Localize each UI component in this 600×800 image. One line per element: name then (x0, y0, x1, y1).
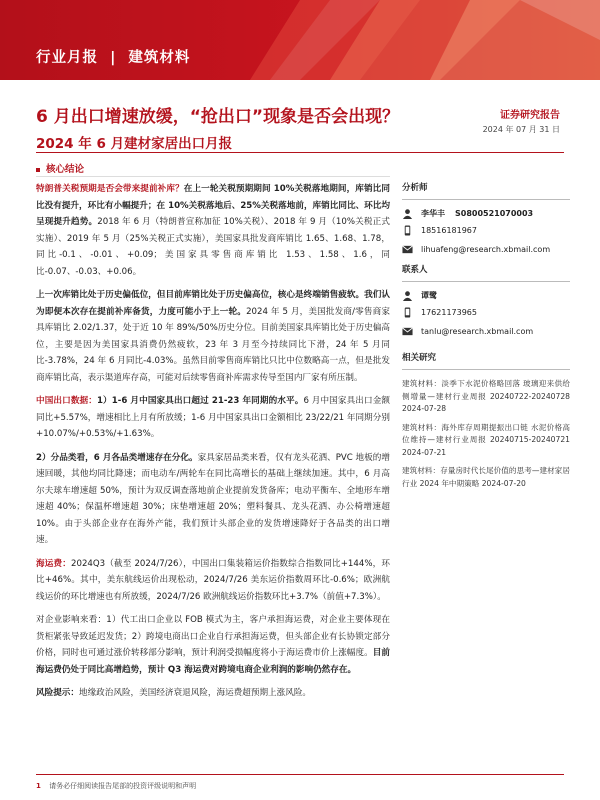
bold-text: 2）分品类看，6 月各品类增速存在分化。 (36, 452, 198, 463)
report-category: 行业月报 (36, 50, 98, 66)
related-report[interactable]: 建筑材料：存量房时代长尾价值的思考—建材家居行业 2024 年中期策略 2024-07-20 (402, 466, 570, 488)
section-heading-text: 核心结论 (46, 164, 85, 175)
highlight-text: 海运费： (36, 558, 72, 569)
body-text: 2024 年 5 月，美国批发商/零售商家具库销比 2.02/1.37，处于近 10 年 89%/50%历史分位。目前美国家具库销比处于历史偏高位，主要是因为美国家具消费仍然疲软，23 年 3 月至今持续同比下滑，24 年 5 月同比-3.78%，24 年 6 月同比-4.03%。虽然目前零售商库销比只比中位数略高一点，但是批发商库销比高，表示渠道库存高，可能对后续零售商补库需求传导至国内厂家有所压制。 (36, 306, 390, 383)
body-paragraph (36, 450, 390, 549)
bold-text: 上一次库销比处于历史偏低位，但目前库销比处于历史偏高位，核心是终端销售疲软。我们认为即便本次存在提前补库备货，力度可能小于上一轮。 (36, 290, 390, 317)
analyst-id: S0800521070003 (455, 209, 534, 218)
report-type: 证券研究报告 (500, 110, 560, 121)
analyst-phone-row (402, 225, 570, 236)
contact-email-row (402, 326, 570, 337)
header-separator: | (110, 50, 117, 66)
analyst-phone: 18516181967 (421, 226, 477, 235)
title-divider (36, 152, 564, 153)
phone-icon (402, 225, 413, 236)
sidebar-divider (402, 369, 570, 370)
contact-phone: 17621173965 (421, 308, 477, 317)
email-icon (402, 326, 413, 337)
sidebar-divider (402, 199, 570, 200)
contact-email[interactable]: tanlu@research.xbmail.com (421, 327, 534, 336)
body-paragraph (36, 556, 390, 606)
contact-heading: 联系人 (402, 265, 428, 275)
page-title: 6 月出口增速放缓，“抢出口”现象是否会出现？ (36, 107, 400, 127)
page-number: 1 (36, 782, 41, 790)
sidebar-divider (402, 281, 570, 282)
bold-text: 关税落地期间，库销比同比没有提升，环比有小幅提升；在 10%关税落地后、25%关税落地前，库销比同比、环比均呈现提升趋势。 (36, 184, 390, 227)
body-paragraph (36, 612, 390, 678)
industry-name: 建筑材料 (128, 50, 191, 66)
header-banner (0, 0, 600, 80)
page-subtitle: 2024 年 6 月建材家居出口月报 (36, 136, 233, 152)
analyst-email-row (402, 244, 570, 255)
contact-row (402, 290, 570, 301)
phone-icon (402, 307, 413, 318)
body-text: 家具家居品类来看，仅有龙头花洒、PVC 地板的增速回暖，其他均同比降速；而电动车/两轮车在同比高增长的基础上继续加速。其中，6 月高尔夫球车增速超 50%，预计为双反调查落地前企业提前发货备库；电动平衡车、全地形车增速超 40%；保温杯增速超 30%；床垫增速超 20%；塑料餐具、龙头花洒、办公椅增速超 10%。由于头部企业存在海外产能，我们预计头部企业的发货增速降好于各品类的出口增速。 (36, 452, 390, 545)
contact-phone-row (402, 307, 570, 318)
footer-note: 请务必仔细阅读报告尾部的投资评级说明和声明 (49, 782, 197, 790)
bold-text: 风险提示： (36, 688, 79, 698)
analyst-email[interactable]: lihuafeng@research.xbmail.com (421, 245, 551, 254)
footer-divider (36, 774, 564, 775)
email-icon (402, 244, 413, 255)
section-heading (36, 161, 84, 175)
analyst-name: 李华丰 (421, 209, 445, 218)
bullet-square-icon (36, 168, 40, 172)
highlight-text: 中国出口数据： (36, 396, 97, 406)
bold-text: 在上一轮关税预期期间 (183, 184, 271, 194)
analyst-row (402, 208, 570, 219)
body-paragraph (36, 685, 390, 702)
bold-text: 目前海运费仍处于同比高增趋势，预计 Q3 海运费对跨境电商企业利润的影响仍然存在。 (36, 648, 390, 675)
header-title (36, 46, 190, 67)
footer (36, 781, 196, 791)
contact-name: 谭鹭 (421, 291, 437, 300)
section-divider (36, 176, 390, 177)
sidebar (402, 181, 570, 496)
person-icon (402, 290, 413, 301)
body-text: 地缘政治风险，美国经济衰退风险，海运费超预期上涨风险。 (78, 688, 312, 698)
body-text: 6 月中国家具出口金额同比+5.57%，增速相比上月有所放缓；1-6 月中国家具出口金额相比 23/22/21 年同期分别+10.07%/+0.53%/+1.63%。 (36, 396, 391, 439)
related-report[interactable]: 建筑材料：海外库存周期提振出口链 水泥价格高位维持—建材行业周报 20240715-20240721 2024-07-21 (402, 422, 570, 457)
report-date: 2024 年 07 月 31 日 (482, 125, 560, 134)
body-paragraph (36, 287, 390, 386)
body-text: 2024Q3（截至 2024/7/26），中国出口集装箱运价指数综合指数同比+144%，环比+46%。其中，美东航线运价出现松动，2024/7/26 美东运价指数周环比-0.6%；欧洲航线运价的环比增速也有所放缓，2024/7/26 欧洲航线运价指数环比+3.7%（前值+7.3%）。 (36, 558, 390, 602)
body-text: 2018 年 6 月（特朗普宣称加征 10%关税）、2018 年 9 月（10%关税正式实施）、2019 年 5 月（25%关税正式实施），美国家具批发商库销比 1.65、1.68、1.78，同比-0.1、-0.01、+0.09；美国家具零售商库销比 1.53、1.58、1.6，同比-0.07、-0.03、+0.06。 (36, 217, 390, 277)
main-body (36, 181, 390, 709)
analysts-heading: 分析师 (402, 183, 428, 193)
bold-text: 1）1-6 月中国家具出口超过 21-23 年同期的水平。 (96, 396, 304, 406)
body-paragraph (36, 181, 390, 280)
person-icon (402, 208, 413, 219)
body-paragraph (36, 393, 390, 443)
highlight-text: 特朗普关税预期是否会带来提前补库？ (36, 184, 184, 194)
bold-text: 10% (270, 184, 295, 194)
related-heading: 相关研究 (402, 353, 437, 363)
body-text: 对企业影响来看：1）代工出口企业以 FOB 模式为主，客户承担海运费，对企业主要体现在货柜紧张导致延迟发货；2）跨境电商出口企业自行承担海运费，但头部企业有长协锁定部分价格，同时也可通过涨价转移部分影响，预计利润受损幅度将小于海运费市价上涨幅度。 (36, 615, 390, 658)
related-report[interactable]: 建筑材料：淡季下水泥价格略回落 玻璃迎来供给侧增量—建材行业周报 20240722-20240728 2024-07-28 (402, 379, 570, 413)
header-decoration (0, 0, 600, 80)
